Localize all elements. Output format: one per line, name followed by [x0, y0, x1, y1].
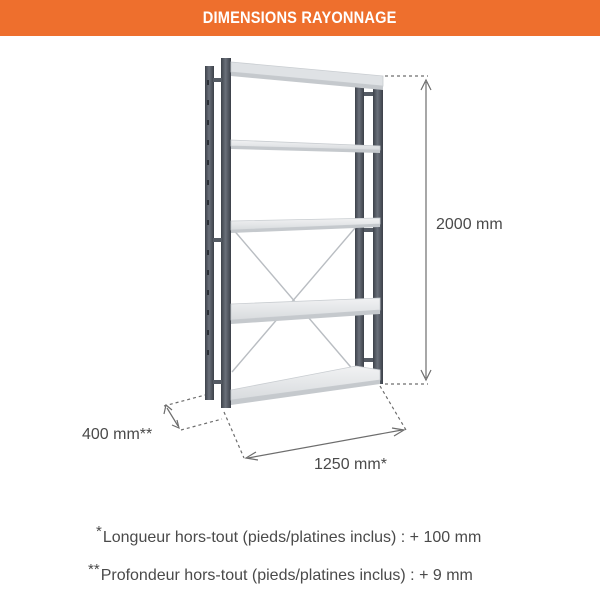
header-banner [0, 0, 600, 36]
rear-upright [355, 80, 383, 384]
footnote-depth [88, 561, 473, 585]
shelf [231, 62, 383, 90]
height-dimension-line [385, 76, 431, 384]
footnote-text: Longueur hors-tout (pieds/platines inclus) : + 100 mm [102, 529, 482, 546]
length-label: 1250 mm* [314, 456, 387, 473]
depth-dimension-line [164, 395, 222, 430]
height-label: 2000 mm [436, 216, 503, 233]
footnote-marker: * [96, 523, 102, 540]
shelf [231, 366, 380, 405]
footnote-marker: ** [88, 561, 100, 578]
front-upright [205, 58, 231, 408]
page-title: DIMENSIONS RAYONNAGE [203, 8, 397, 27]
footnote-length [96, 523, 482, 547]
footnote-text: Profondeur hors-tout (pieds/platines inclus) : + 9 mm [100, 567, 473, 584]
depth-label: 400 mm** [82, 426, 153, 443]
